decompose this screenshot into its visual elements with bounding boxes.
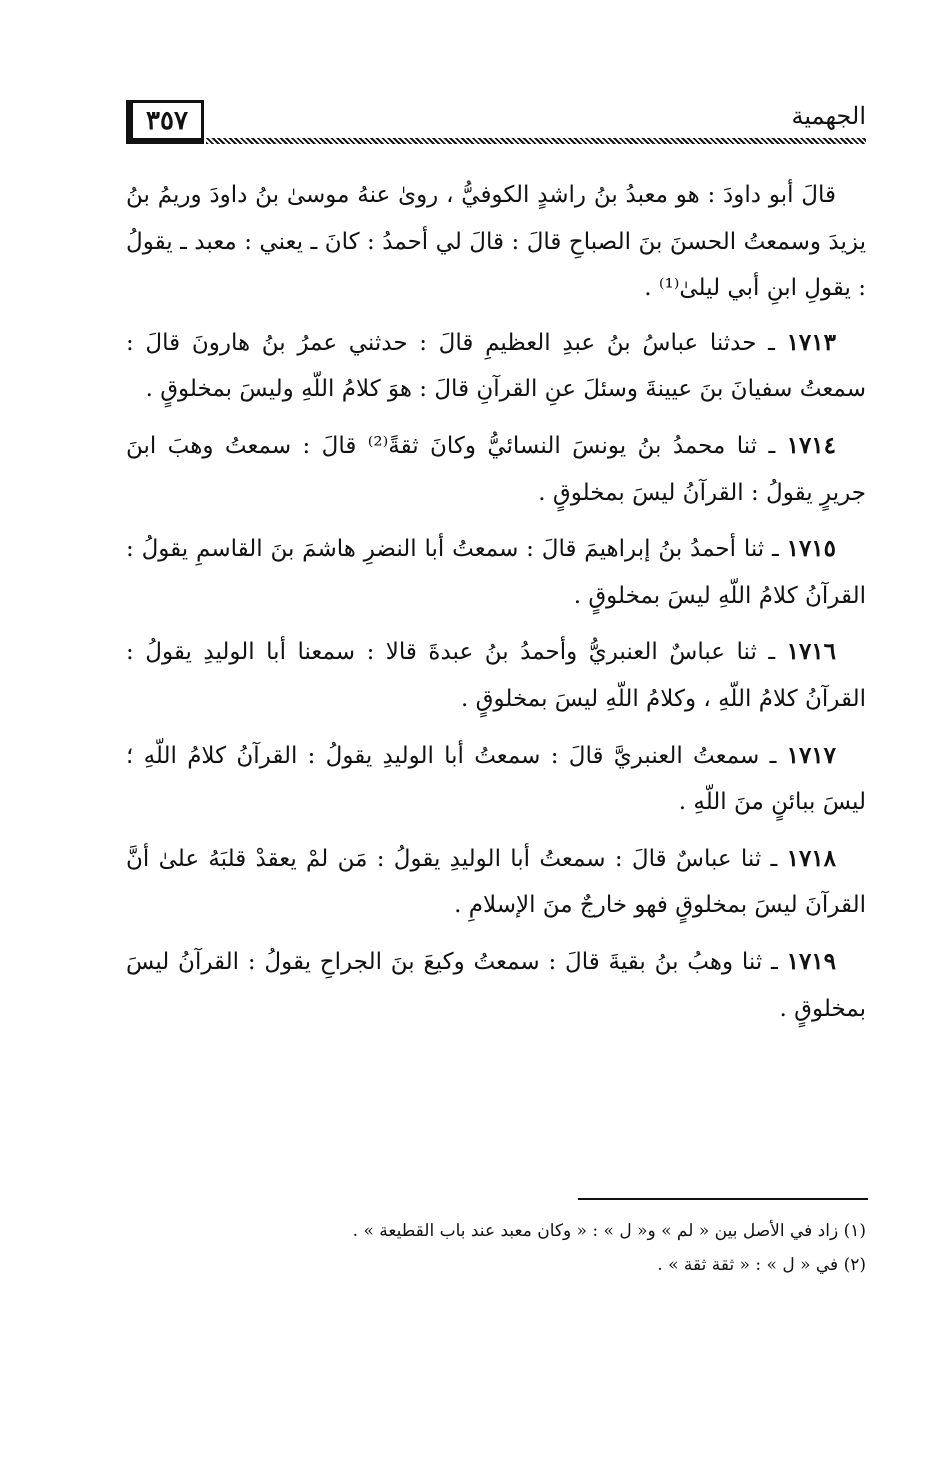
main-text [126, 172, 866, 1042]
paragraph-text: ـ ثنا وهبُ بنُ بقيةَ قالَ : سمعتُ وكيعَ بنَ الجراحِ يقولُ : القرآنُ ليسَ بمخلوقٍ . [126, 948, 866, 1022]
footnotes [230, 1214, 866, 1282]
paragraph-text: ـ ثنا عباسٌ العنبريُّ وأحمدُ بنُ عبدةَ قالا : سمعنا أبا الوليدِ يقولُ : القرآنُ كلامُ اللّهِ ، وكلامُ اللّهِ ليسَ بمخلوقٍ . [126, 639, 866, 712]
footnotes-divider [578, 1198, 868, 1200]
paragraph-1716 [126, 629, 866, 722]
hadith-number: ١٧١٩ [786, 947, 837, 975]
page-number: ٣٥٧ [126, 100, 204, 144]
paragraph-1719 [126, 939, 866, 1032]
paragraph-text: قالَ أبو داودَ : هو معبدُ بنُ راشدٍ الكوفيُّ ، روىٰ عنهُ موسىٰ بنُ داودَ وريمُ بنُ يزيدَ وسمعتُ الحسنَ بنَ الصباحِ قالَ : قالَ لي أحمدُ : كانَ ـ يعني : معبد ـ يقولُ : يقولِ ابنِ أبي ليلىٰ⁽¹⁾ . [126, 182, 866, 302]
paragraph-1713 [126, 320, 866, 413]
footnote-1: (١) زاد في الأصل بين « لم » و« ل » : « وكان معبد عند باب القطيعة » . [352, 1221, 866, 1241]
page-header [126, 92, 866, 156]
paragraph-text: ـ حدثنا عباسُ بنُ عبدِ العظيمِ قالَ : حدثني عمرُ بنُ هارونَ قالَ : سمعتُ سفيانَ بنَ عيينةَ وسئلَ عنِ القرآنِ قالَ : هوَ كلامُ اللّهِ وليسَ بمخلوقٍ . [126, 329, 866, 403]
hadith-number: ١٧١٤ [786, 431, 837, 459]
hadith-number: ١٧١٨ [786, 844, 837, 872]
paragraph-1718 [126, 836, 866, 929]
footnote-2: (٢) في « ل » : « ثقة ثقة » . [657, 1255, 866, 1275]
paragraph-text: ـ ثنا عباسٌ قالَ : سمعتُ أبا الوليدِ يقولُ : مَن لمْ يعقدْ قلبَهُ علىٰ أنَّ القرآنَ ليسَ بمخلوقٍ فهو خارجٌ منَ الإسلامِ . [126, 845, 866, 919]
paragraph-1714 [126, 423, 866, 516]
paragraph-1715 [126, 526, 866, 619]
paragraph-intro [126, 172, 866, 312]
header-divider [206, 138, 866, 144]
paragraph-text: ـ سمعتُ العنبريَّ قالَ : سمعتُ أبا الوليدِ يقولُ : القرآنُ كلامُ اللّهِ ؛ ليسَ ببائنٍ منَ اللّهِ . [126, 742, 866, 816]
hadith-number: ١٧١٦ [786, 638, 837, 666]
running-title: الجهمية [791, 102, 866, 130]
paragraph-text: ـ ثنا أحمدُ بنُ إبراهيمَ قالَ : سمعتُ أبا النضرِ هاشمَ بنَ القاسمِ يقولُ : القرآنُ كلامُ اللّهِ ليسَ بمخلوقٍ . [126, 536, 866, 609]
hadith-number: ١٧١٧ [786, 741, 837, 769]
hadith-number: ١٧١٥ [786, 535, 837, 563]
paragraph-text: ـ ثنا محمدُ بنُ يونسَ النسائيُّ وكانَ ثقةً⁽²⁾ قالَ : سمعتُ وهبَ ابنَ جريرٍ يقولُ : القرآنُ ليسَ بمخلوقٍ . [126, 432, 866, 506]
paragraph-1717 [126, 733, 866, 826]
hadith-number: ١٧١٣ [786, 328, 836, 356]
